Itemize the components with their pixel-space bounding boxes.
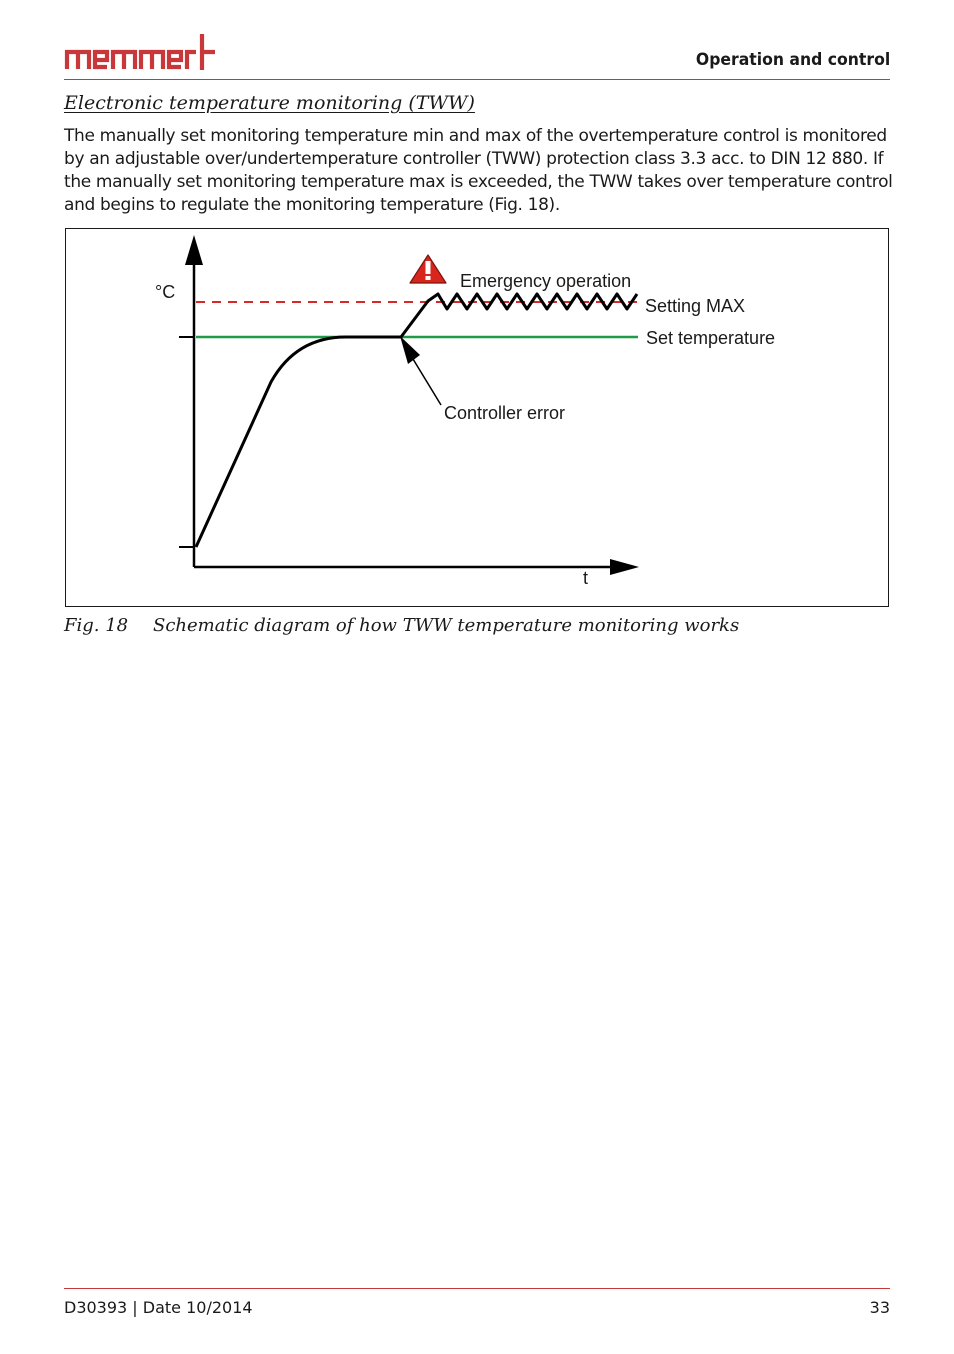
page-number: 33 [869,1298,890,1317]
temperature-curve [196,294,637,547]
footer-document-id: D30393 | Date 10/2014 [64,1298,253,1317]
text-segment: The manually set monitoring temperature [64,126,413,146]
setting-max-label: Setting MAX [645,296,746,316]
keyword-min: min [412,126,444,146]
set-temperature-label: Set temperature [646,328,776,348]
section-heading: Electronic temperature monitoring (TWW) [64,92,475,114]
y-axis-arrow [185,235,203,265]
caption-number: Fig. 18 [64,615,129,636]
figure-caption [64,615,739,636]
tww-chart [66,229,890,608]
x-axis-arrow [610,559,639,575]
figure-18 [65,228,889,607]
header-rule [64,79,890,80]
text-segment: and [443,126,485,146]
y-axis-label: °C [155,282,176,302]
controller-error-arrowhead [400,336,420,364]
controller-error-pointer [413,359,441,405]
caption-text: Schematic diagram of how TWW temperature monitoring works [153,615,740,636]
text-segment: is exceeded, the TWW takes over temperature control and begins to regulate the monitoring temperature (Fig. 18). [64,172,893,215]
warning-triangle-icon [410,255,446,283]
body-paragraph [64,125,894,217]
x-axis-label: t [583,568,589,588]
controller-error-label: Controller error [444,403,566,423]
footer-rule [64,1288,890,1289]
text-segment: of the overtemperature control is monitored by an adjustable over/undertemperature controller (TWW) protection class 3.3 acc. to DIN 12 880. If the manually set monitoring temperature [64,126,887,192]
memmert-logo [64,32,216,72]
keyword-max: max [409,172,446,192]
emergency-operation-label: Emergency operation [460,271,632,291]
keyword-max: max [484,126,521,146]
header-title: Operation and control [695,50,890,70]
